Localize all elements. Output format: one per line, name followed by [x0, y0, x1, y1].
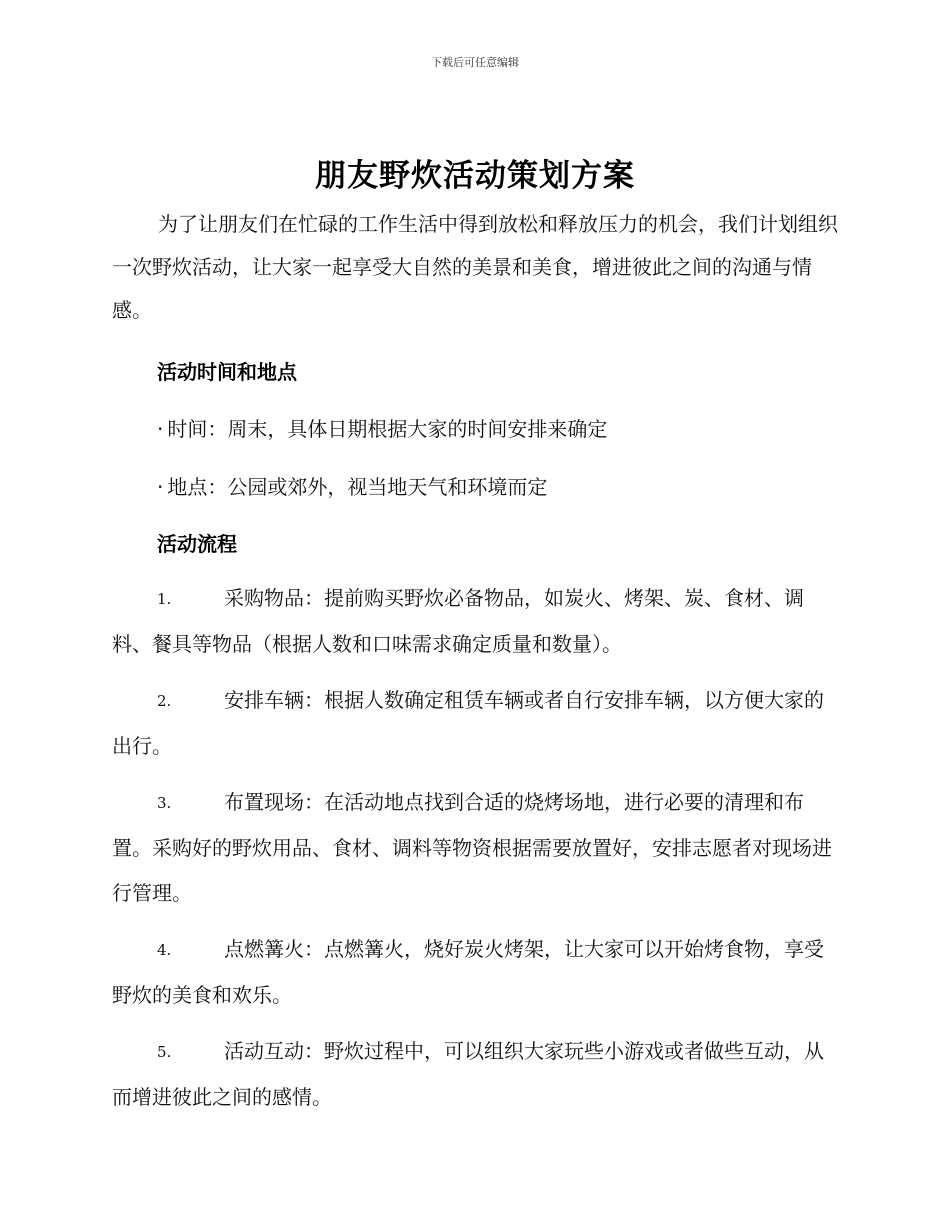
step-number: 5. — [157, 1043, 172, 1061]
section-heading-process: 活动流程 — [157, 532, 237, 556]
process-step-4 — [112, 927, 838, 1018]
process-step-3 — [112, 780, 838, 916]
step-number: 1. — [157, 590, 172, 608]
bullet-item-place — [157, 471, 547, 500]
step-text: 采购物品：提前购买野炊必备物品，如炭火、烤架、炭、食材、调料、餐具等物品（根据人数和口味需求确定质量和数量）。 — [112, 586, 804, 656]
step-number: 2. — [157, 692, 172, 710]
process-step-5 — [112, 1029, 838, 1120]
bullet-item-time — [157, 413, 607, 442]
process-step-1 — [112, 576, 838, 667]
step-text: 布置现场：在活动地点找到合适的烧烤场地，进行必要的清理和布置。采购好的野炊用品、食材、调料等物资根据需要放置好，安排志愿者对现场进行管理。 — [112, 790, 832, 905]
bullet-dot: · — [157, 475, 164, 499]
step-number: 3. — [157, 794, 172, 812]
step-text: 点燃篝火：点燃篝火，烧好炭火烤架，让大家可以开始烤食物，享受野炊的美食和欢乐。 — [112, 937, 824, 1007]
bullet-text: 地点：公园或郊外，视当地天气和环境而定 — [167, 475, 548, 499]
step-text: 安排车辆：根据人数确定租赁车辆或者自行安排车辆，以方便大家的出行。 — [112, 688, 824, 758]
intro-paragraph: 为了让朋友们在忙碌的工作生活中得到放松和释放压力的机会，我们计划组织一次野炊活动，让大家一起享受大自然的美景和美食，增进彼此之间的沟通与情感。 — [112, 212, 838, 322]
header-note: 下载后可任意编辑 — [431, 56, 519, 69]
step-text: 活动互动：野炊过程中，可以组织大家玩些小游戏或者做些互动，从而增进彼此之间的感情。 — [112, 1039, 824, 1109]
step-number: 4. — [157, 941, 172, 959]
document-title: 朋友野炊活动策划方案 — [315, 158, 635, 194]
process-step-2 — [112, 678, 838, 769]
bullet-text: 时间：周末，具体日期根据大家的时间安排来确定 — [167, 417, 608, 441]
bullet-dot: · — [157, 417, 164, 441]
section-heading-time-place: 活动时间和地点 — [157, 360, 297, 384]
